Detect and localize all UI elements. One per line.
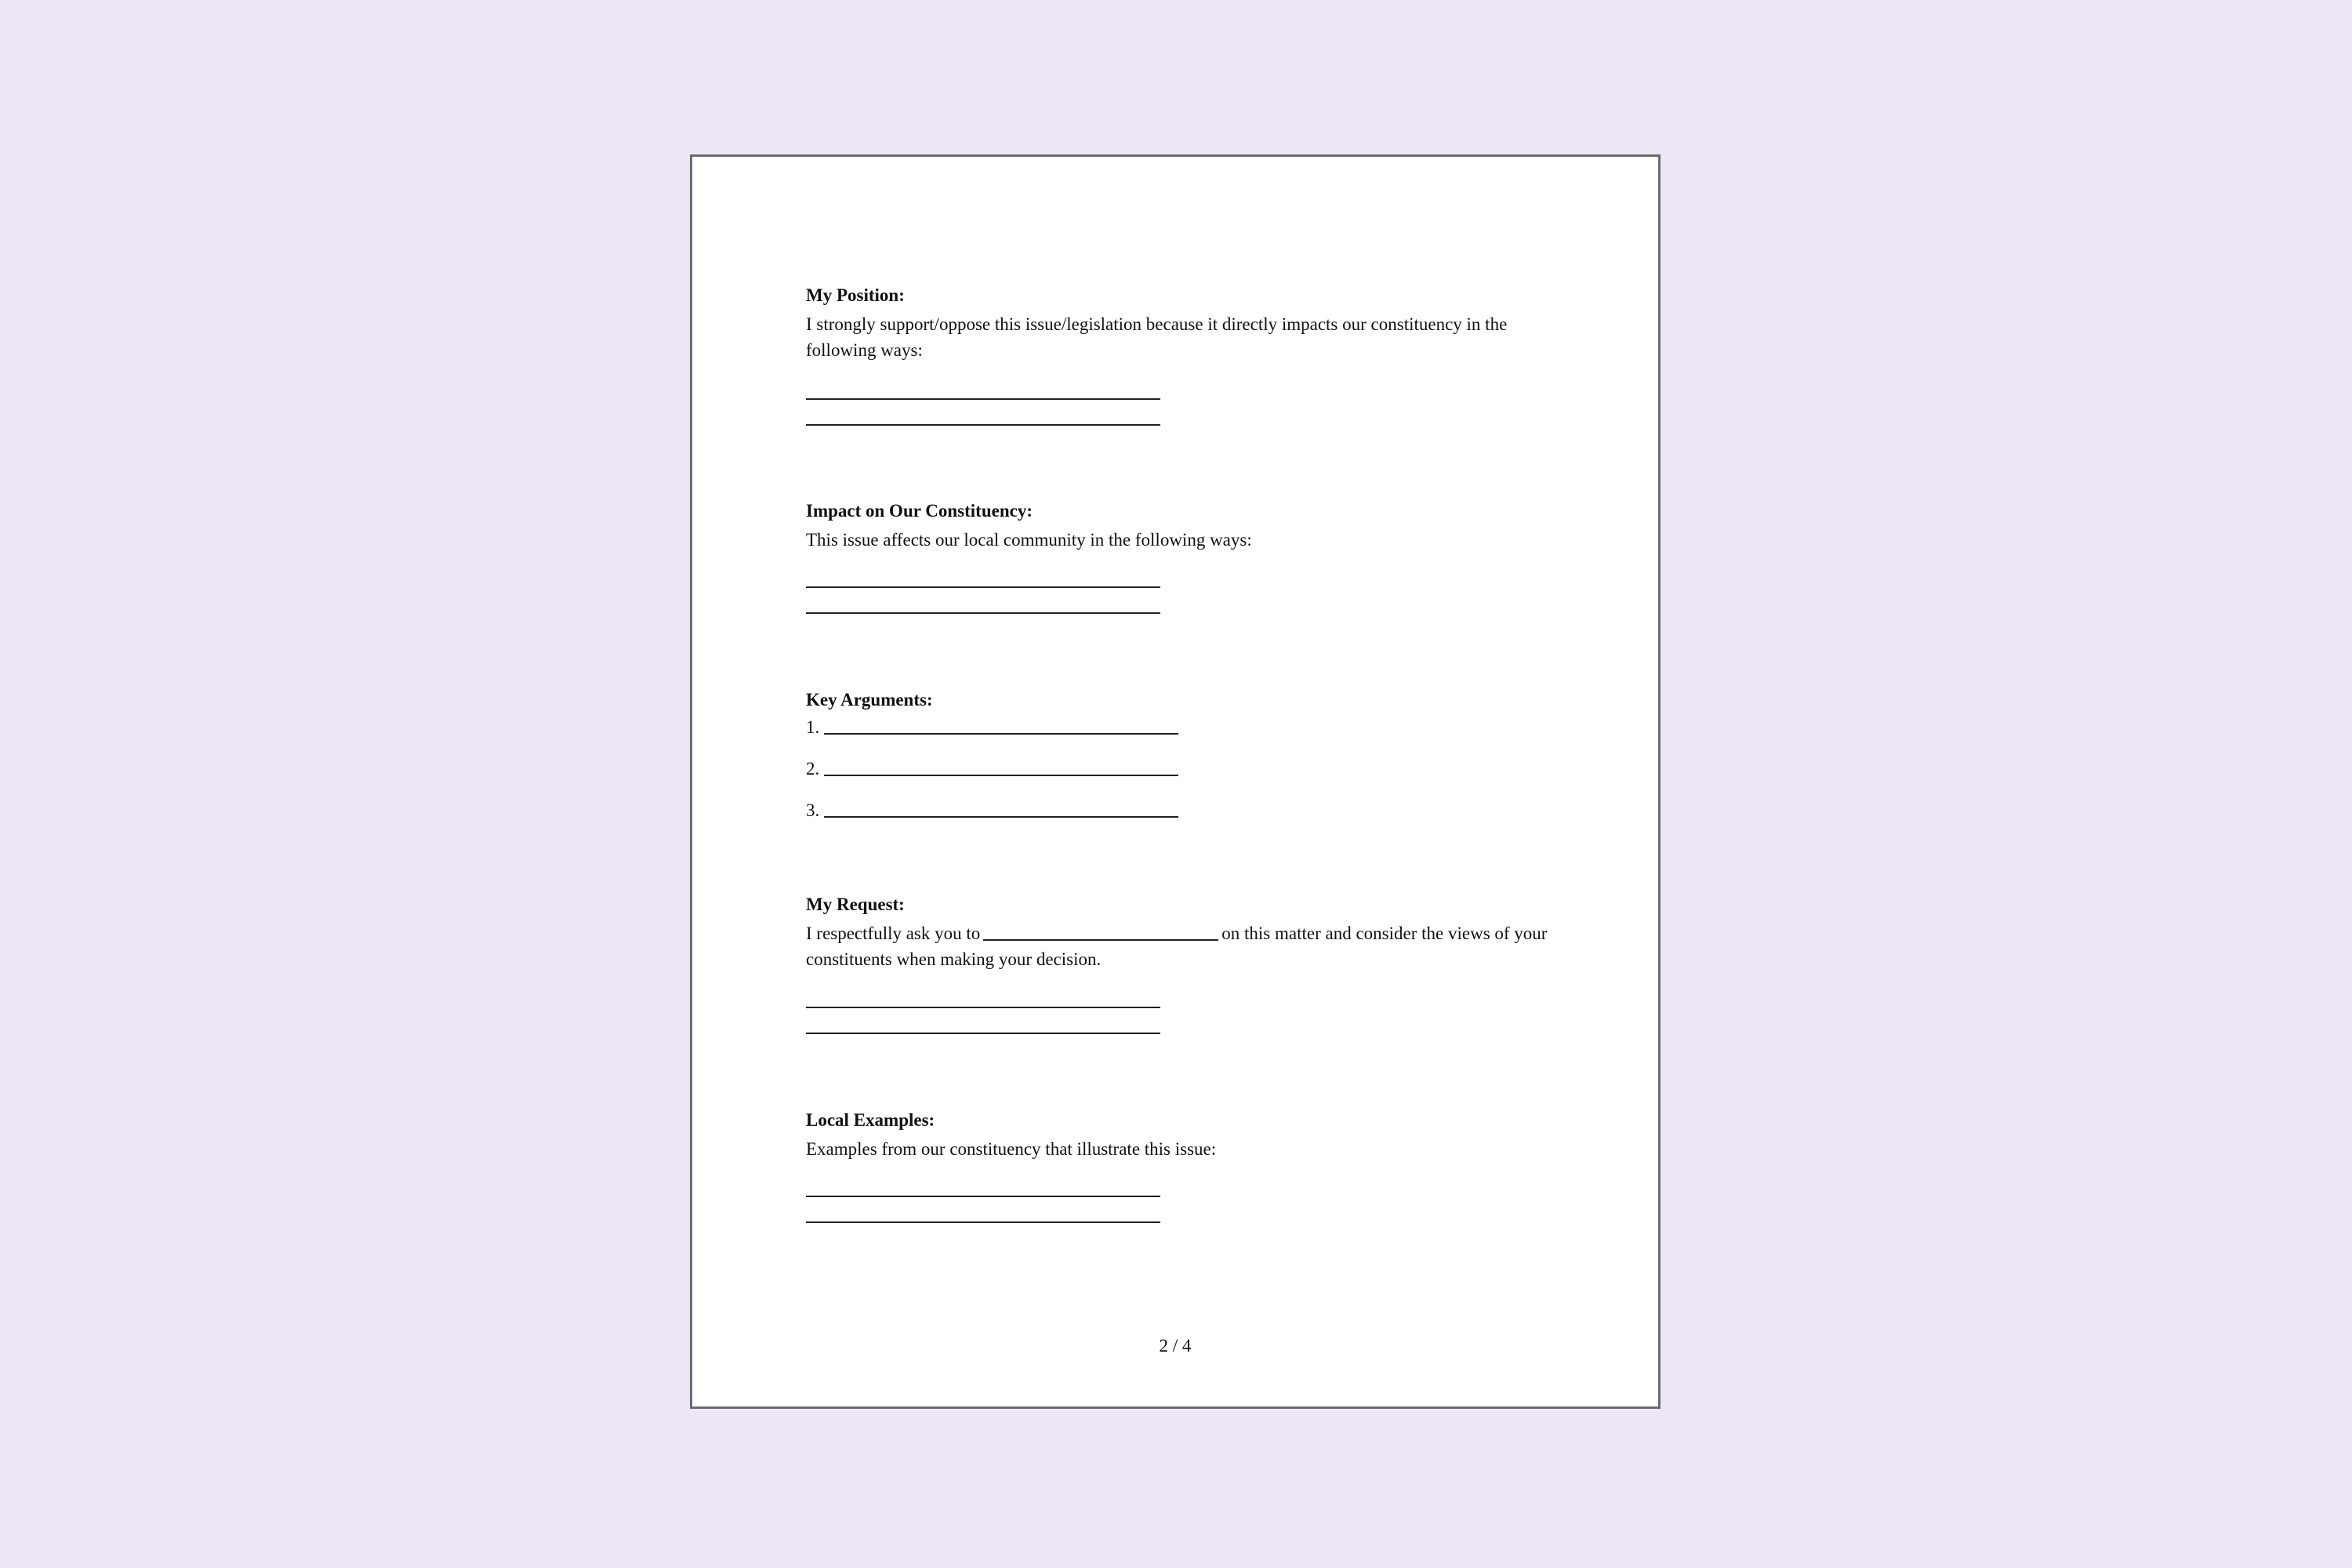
request-inline-blank[interactable] xyxy=(983,939,1218,941)
examples-blank-line-2[interactable] xyxy=(806,1221,1160,1223)
argument-item-2 xyxy=(806,757,1178,781)
page-number: 2 / 4 xyxy=(1159,1336,1192,1356)
impact-text: This issue affects our local community in the following ways: xyxy=(806,530,1252,550)
impact-blank-line-1[interactable] xyxy=(806,586,1160,588)
examples-blank-line-1[interactable] xyxy=(806,1196,1160,1197)
position-heading: My Position: xyxy=(806,285,905,305)
argument-item-1 xyxy=(806,716,1178,739)
position-blank-line-1[interactable] xyxy=(806,398,1160,400)
request-text xyxy=(806,920,1559,972)
argument-blank-3[interactable] xyxy=(824,816,1178,818)
request-text-before: I respectfully ask you to xyxy=(806,924,981,943)
impact-heading: Impact on Our Constituency: xyxy=(806,501,1033,521)
position-text: I strongly support/oppose this issue/legislation because it directly impacts our constituency in the following ways: xyxy=(806,314,1508,360)
argument-number: 2. xyxy=(806,759,820,779)
arguments-heading: Key Arguments: xyxy=(806,690,933,710)
examples-heading: Local Examples: xyxy=(806,1110,935,1130)
argument-blank-1[interactable] xyxy=(824,733,1178,735)
document-page xyxy=(690,154,1661,1409)
request-blank-line-2[interactable] xyxy=(806,1033,1160,1034)
request-heading: My Request: xyxy=(806,895,905,914)
argument-number: 1. xyxy=(806,717,820,737)
request-blank-line-1[interactable] xyxy=(806,1007,1160,1008)
argument-number: 3. xyxy=(806,800,820,820)
argument-item-3 xyxy=(806,799,1178,822)
impact-blank-line-2[interactable] xyxy=(806,612,1160,614)
examples-text: Examples from our constituency that illustrate this issue: xyxy=(806,1139,1217,1159)
argument-blank-2[interactable] xyxy=(824,775,1178,776)
request-text-after: on this matter and consider the views of your constituents when making your decision. xyxy=(806,924,1548,969)
position-blank-line-2[interactable] xyxy=(806,424,1160,426)
